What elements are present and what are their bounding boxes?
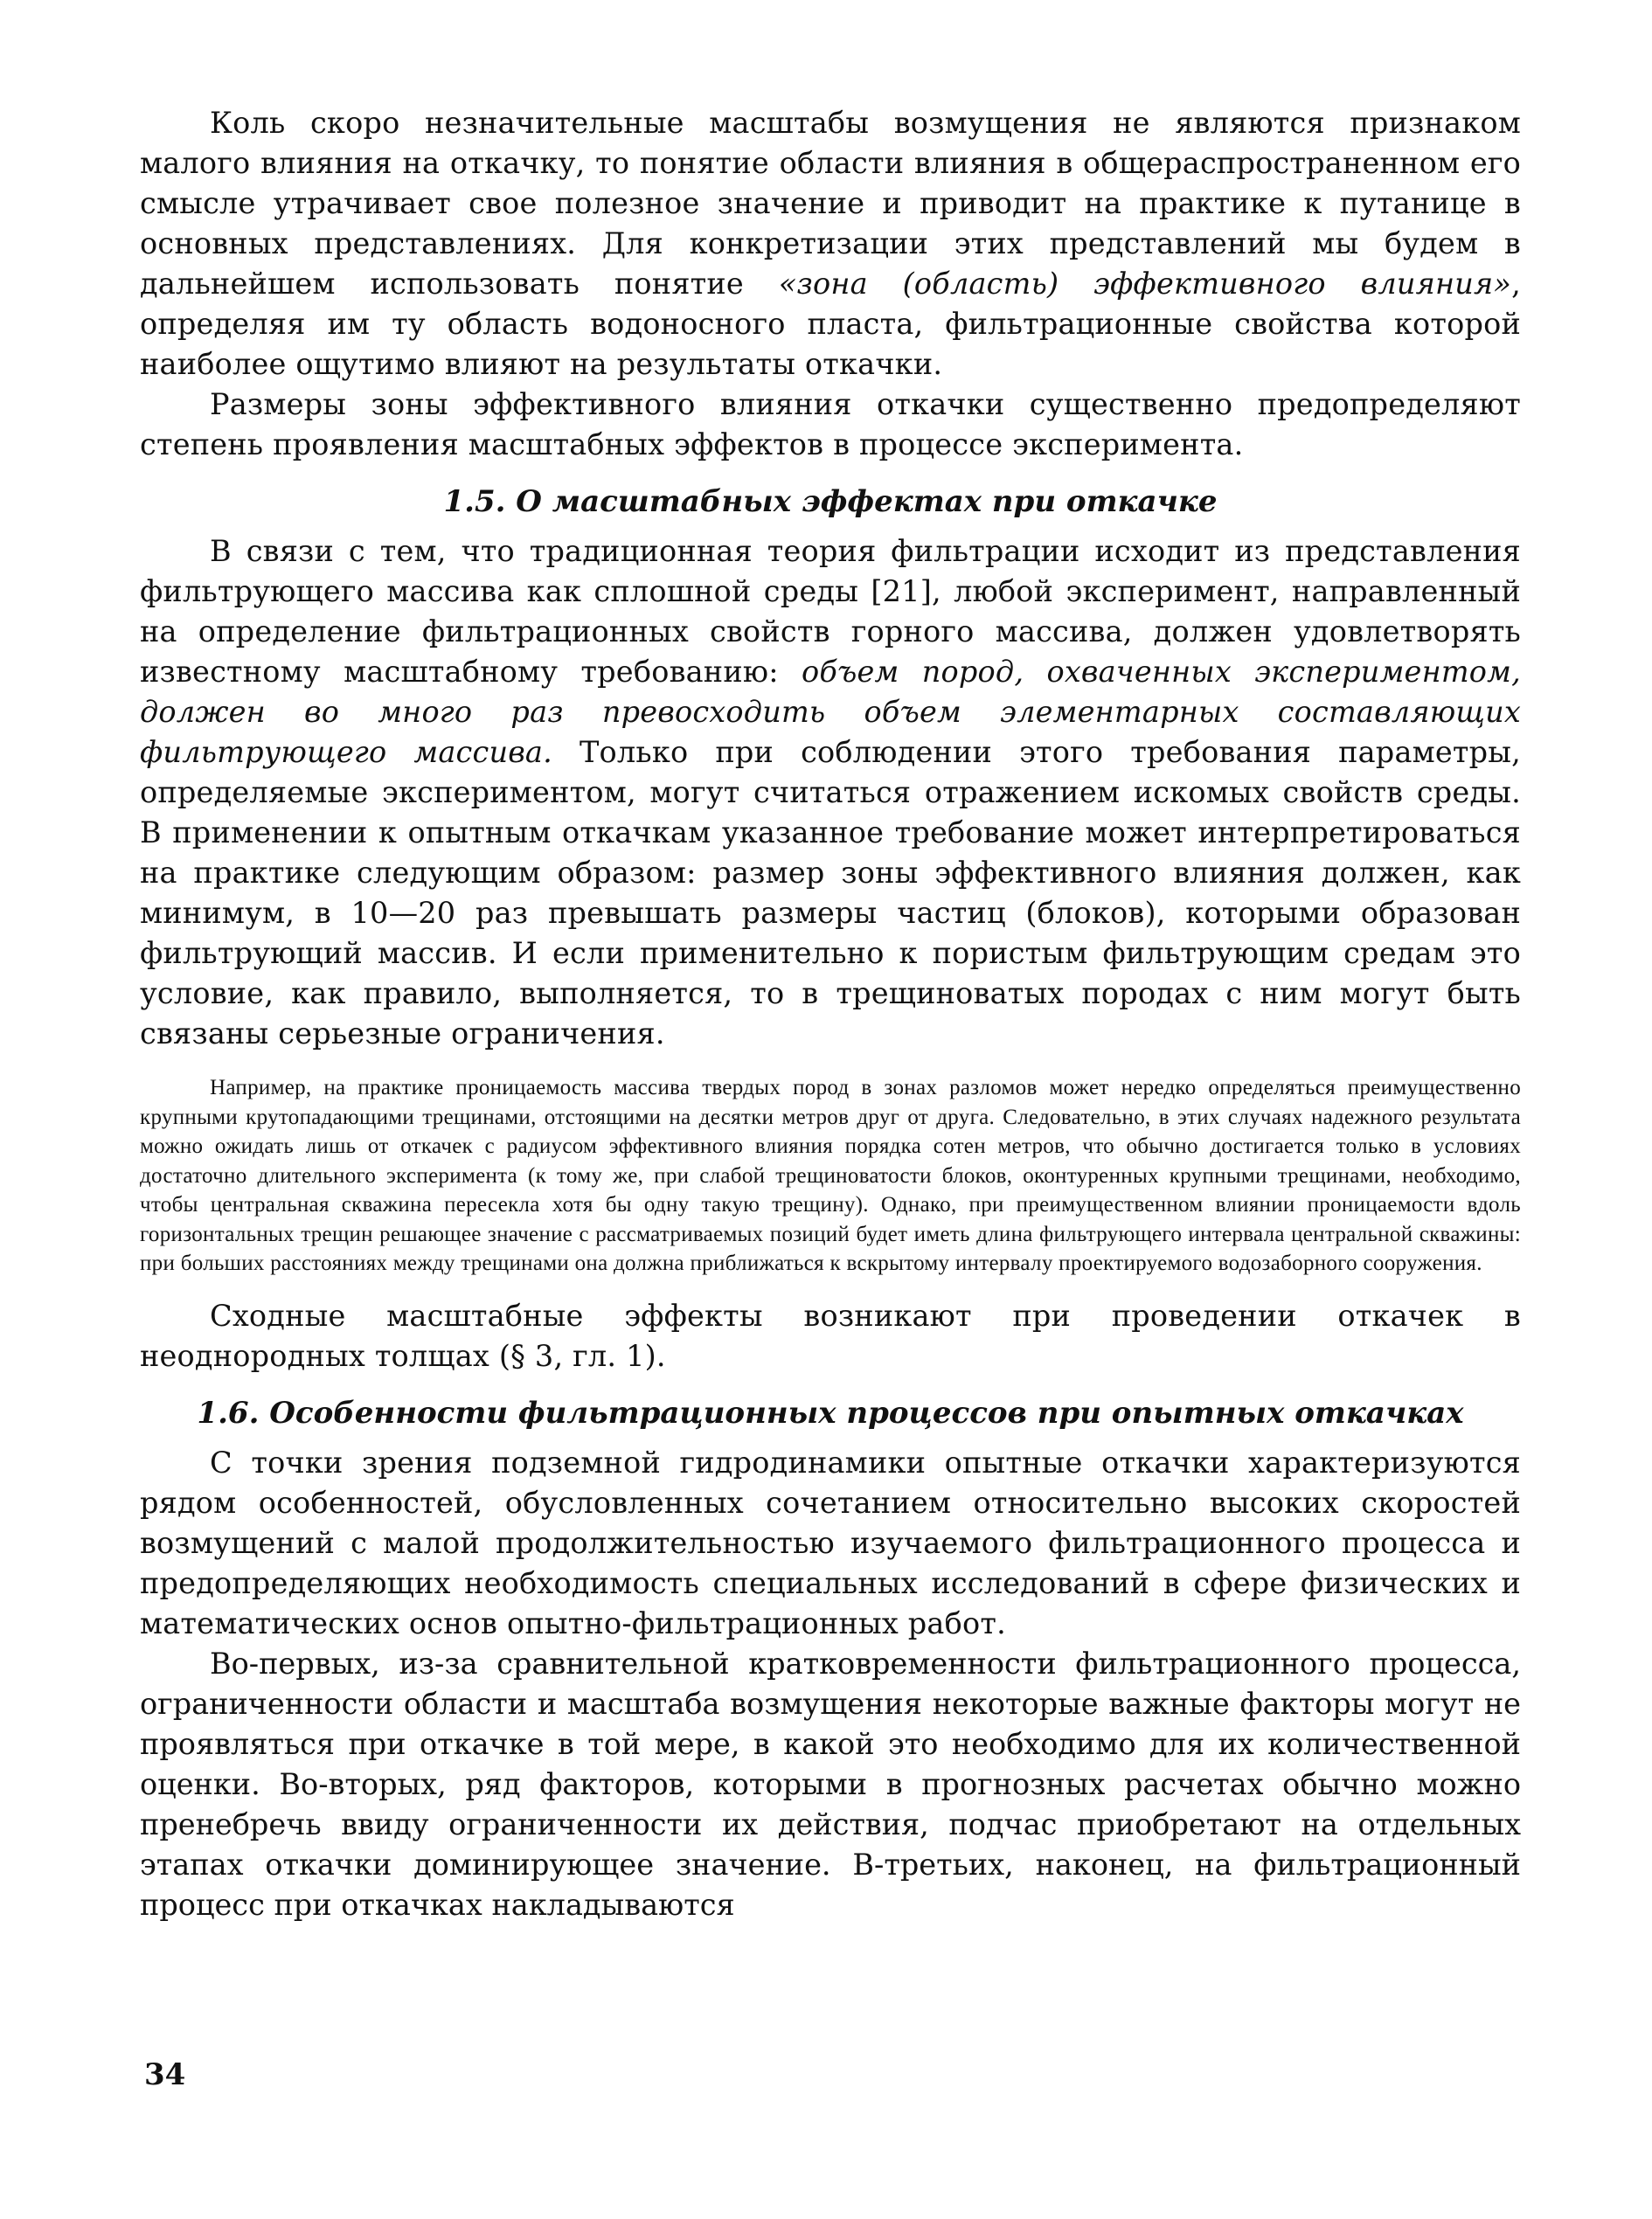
paragraph-zone-size: Размеры зоны эффективного влияния откачки существенно предопределяют степень проявления масштабных эффектов в процессе эксперимента. [140,387,1521,461]
paragraph-factors: Во-первых, из-за сравнительной кратковременности фильтрационного процесса, ограниченности области и масштаба возмущения некоторые важные факторы могут не проявляться при откачке в той мере, в какой это необходимо для их количественной оценки. Во-вторых, ряд факторов, которыми в прогнозных расчетах обычно можно пренебречь ввиду ограниченности их действия, подчас приобретают на отдельных этапах откачки доминирующее значение. В-третьих, наконец, на фильтрационный процесс при откачках накладываются [140,1646,1521,1922]
paragraph-3-tail: Только при соблюдении этого требования параметры, определяемые экспериментом, могут считаться отражением искомых свойств среды. В применении к опытным откачкам указанное требование может интерпретироваться на практике следующим образом: размер зоны эффективного влияния должен, как минимум, в 10—20 раз превышать размеры частиц (блоков), которыми образован фильтрующий массив. И если применительно к пористым фильтрующим средам это условие, как правило, выполняется, то в трещиноватых породах с ним могут быть связаны серьезные ограничения. [140,735,1521,1051]
page-body [140,103,1521,1925]
scale-requirement-emphasis: объем пород, охваченных экспериментом, должен во много раз превосходить объем элементарных составляющих фильтрующего массива. [140,655,1521,769]
page-number: 34 [144,2057,186,2092]
section-heading-1-5: 1.5. О масштабных эффектах при откачке [443,484,1218,519]
paragraph-zone-definition [140,103,1521,385]
paragraph-scale-requirement [140,531,1521,1054]
paragraph-1-lead: Коль скоро незначительные масштабы возмущения не являются признаком малого влияния на откачку, то понятие области влияния в общераспространенном его смысле утрачивает свое полезное значение и приводит на практике к путанице в основных представлениях. Для конкретизации этих представлений мы будем в дальнейшем использовать понятие [140,106,1521,301]
term-effective-influence-zone: «зона (область) эффективного влияния» [778,267,1512,301]
small-print-example: Например, на практике проницаемость массива твердых пород в зонах разломов может нередко определяться преимущественно крупными крутопадающими трещинами, отстоящими на десятки метров друг от друга. Следовательно, в этих случаях надежного результата можно ожидать лишь от откачек с радиусом эффективного влияния порядка сотен метров, что обычно достигается только в условиях достаточно длительного эксперимента (к тому же, при слабой трещиноватости блоков, оконтуренных крупными трещинами, необходимо, чтобы центральная скважина пересекла хотя бы одну такую трещину). Однако, при преимущественном влиянии проницаемости вдоль горизонтальных трещин решающее значение с рассматриваемых позиций будет иметь длина фильтрующего интервала центральной скважины: при больших расстояниях между трещинами она должна приближаться к вскрытому интервалу проектируемого водозаборного сооружения. [140,1076,1521,1275]
paragraph-3-lead: В связи с тем, что традиционная теория фильтрации исходит из представления фильтрующего массива как сплошной среды [21], любой эксперимент, направленный на определение фильтрационных свойств горного массива, должен удовлетворять известному масштабному требованию: [140,534,1521,689]
paragraph-heterogeneous-strata: Сходные масштабные эффекты возникают при проведении откачек в неоднородных толщах (§ 3, гл. 1). [140,1298,1521,1373]
paragraph-1-tail: , определяя им ту область водоносного пласта, фильтрационные свойства которой наиболее ощутимо влияют на результаты откачки. [140,267,1521,381]
paragraph-features: С точки зрения подземной гидродинамики опытные откачки характеризуются рядом особенностей, обусловленных сочетанием относительно высоких скоростей возмущений с малой продолжительностью изучаемого фильтрационного процесса и предопределяющих необходимость специальных исследований в сфере физических и математических основ опытно-фильтрационных работ. [140,1445,1521,1640]
section-heading-1-6: 1.6. Особенности фильтрационных процессов при опытных откачках [197,1395,1464,1431]
